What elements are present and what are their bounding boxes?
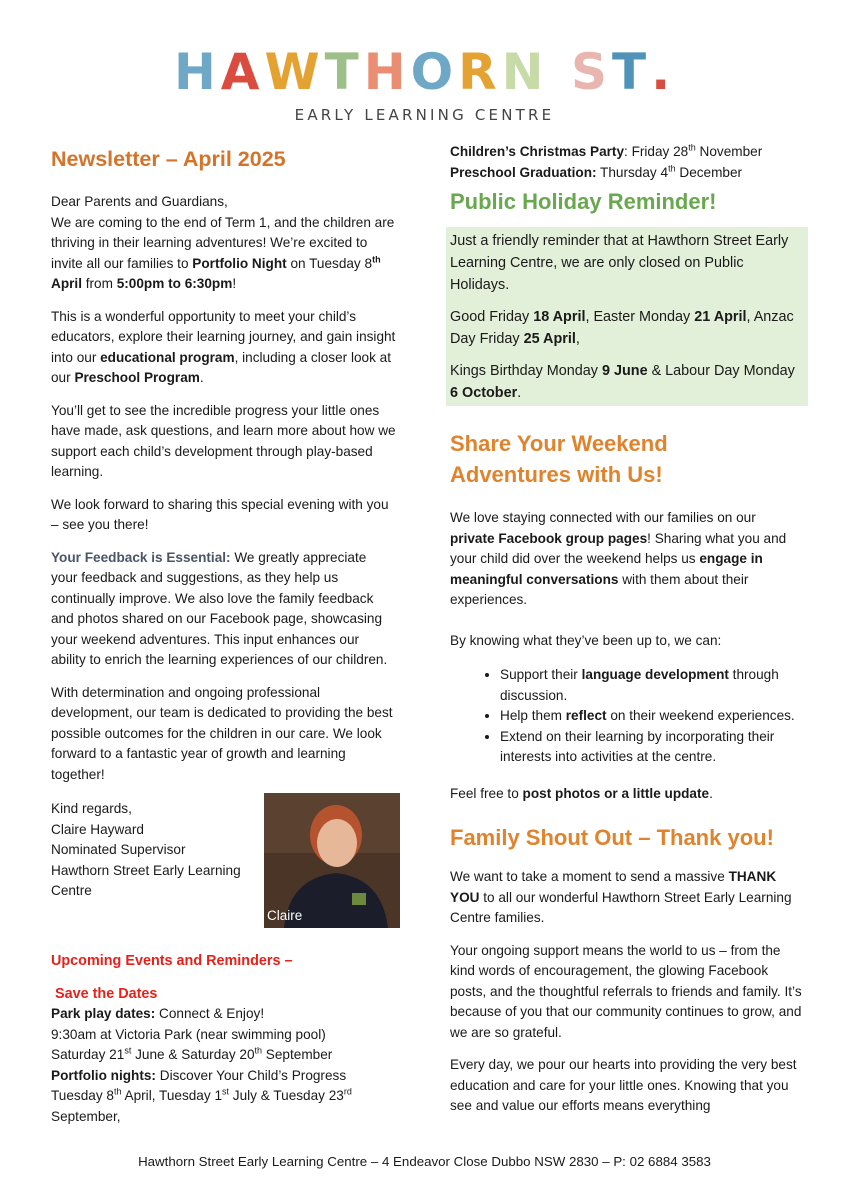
- thank-you-paragraph: [450, 867, 802, 929]
- easter-monday: , Easter Monday: [585, 309, 695, 325]
- pf-sup-st: st: [222, 1086, 230, 1097]
- park-play-text: Connect & Enjoy!: [155, 1006, 265, 1021]
- intro-date-text: on Tuesday 8: [286, 255, 373, 271]
- logo-letter: S: [570, 43, 612, 101]
- park-date-a: Saturday 21: [51, 1047, 125, 1062]
- portfolio-nights-text: Discover Your Child’s Progress: [155, 1067, 347, 1083]
- program-period: .: [199, 370, 204, 385]
- photo-caption: Claire: [267, 907, 303, 923]
- intro-text: We are coming to the end of Term 1, and the children are thriving in their learning adventures! We’re excited to invite all our families to: [51, 214, 395, 271]
- park-play-time: 9:30am at Victoria Park (near swimming pool): [51, 1026, 326, 1042]
- park-date-b: June & Saturday 20: [131, 1047, 255, 1062]
- holiday-period: .: [517, 385, 522, 401]
- post-text-a: Feel free to: [450, 785, 523, 801]
- thank-text-a: We want to take a moment to send a massive: [450, 869, 729, 884]
- pf-date-c: July & Tuesday 23: [229, 1088, 344, 1103]
- christmas-sup: th: [688, 142, 696, 153]
- holiday-intro: Just a friendly reminder that at Hawthorn Street Early Learning Centre, we are only closed on Public Holidays.: [450, 233, 789, 293]
- anzac-day: , Anzac Day Friday: [450, 309, 794, 347]
- intro-april: April: [51, 276, 82, 291]
- program-paragraph: [51, 307, 396, 389]
- facebook-group-pages: private Facebook group pages: [450, 530, 648, 546]
- signature-block: [51, 799, 396, 951]
- logo-letter: H: [173, 43, 221, 101]
- every-day-paragraph: Every day, we pour our hearts into providing the very best education and care for your little ones. Knowing that you see and value our efforts means everything: [450, 1057, 797, 1113]
- development-paragraph: With determination and ongoing professional development, our team is dedicated to providing the best possible outcomes for the children in our care. We look forward to a fantastic year of growth and learning together!: [51, 684, 393, 782]
- good-friday-date: 18 April: [533, 309, 586, 325]
- logo-letter: R: [458, 43, 502, 101]
- easter-monday-date: 21 April: [694, 309, 747, 325]
- upcoming-events-heading: Upcoming Events and Reminders –: [51, 953, 293, 969]
- logo-letter: A: [220, 43, 265, 101]
- logo-letter: O: [410, 43, 459, 101]
- thank-you-bold: THANK YOU: [450, 869, 777, 905]
- labour-day-date: 6 October: [450, 385, 518, 401]
- family-shout-out-heading: Family Shout Out – Thank you!: [450, 825, 774, 850]
- logo-letter: T: [324, 43, 364, 101]
- share-paragraph: [450, 508, 802, 611]
- benefit-1-a: Support their: [500, 667, 582, 682]
- language-development: language development: [581, 667, 729, 682]
- newsletter-heading: Newsletter – April 2025: [51, 147, 286, 171]
- greeting: Dear Parents and Guardians,: [51, 194, 228, 209]
- sig-regards: Kind regards,: [51, 801, 132, 816]
- benefit-1-c: through discussion.: [500, 667, 779, 703]
- portfolio-dates-end: September,: [51, 1108, 121, 1124]
- preschool-program: Preschool Program: [74, 370, 200, 385]
- logo-title: [0, 44, 849, 100]
- save-the-dates-heading: Save the Dates: [55, 985, 158, 1002]
- graduation-label: Preschool Graduation:: [450, 164, 597, 180]
- park-sup-th: th: [254, 1045, 263, 1056]
- post-photos: post photos or a little update: [522, 785, 710, 801]
- support-paragraph: Your ongoing support means the world to us – from the kind words of encouragement, the glowing Facebook posts, and the thoughtful referrals to friends and family. It’s because of you that our community continues to grow, and we are so grateful.: [450, 942, 802, 1040]
- holiday-list-2: [450, 360, 802, 406]
- benefit-2-c: on their weekend experiences.: [606, 708, 795, 723]
- pf-sup-rd: rd: [343, 1086, 352, 1097]
- kings-birthday-date: 9 June: [601, 363, 648, 379]
- pf-date-b: April, Tuesday 1: [121, 1088, 222, 1103]
- share-weekend-heading: Share Your Weekend Adventures with Us!: [450, 431, 668, 487]
- christmas-date-a: : Friday 28: [624, 144, 689, 159]
- graduation: [450, 163, 802, 184]
- benefit-item: [500, 706, 802, 727]
- christmas-date-b: November: [695, 144, 763, 159]
- intro-from: from: [81, 276, 117, 291]
- logo-letter: W: [264, 43, 325, 101]
- logo-letter: N: [501, 43, 549, 101]
- progress-paragraph: You’ll get to see the incredible progress your little ones have made, ask questions, and learn more about how we support each child’s development through play-based learning.: [51, 402, 396, 479]
- benefit-item: • Extend on their learning by incorporating their interests into activities at the centre.: [500, 727, 802, 768]
- share-text-c: ! Sharing what you and your child did over the weekend helps us: [450, 530, 787, 566]
- benefits-list: [450, 665, 802, 768]
- intro-time: 5:00pm to 6:30pm: [116, 276, 233, 291]
- logo-subtitle: EARLY LEARNING CENTRE: [294, 106, 555, 124]
- graduation-sup: th: [668, 162, 676, 173]
- graduation-date-b: December: [675, 164, 743, 180]
- meaningful-conversations: engage in meaningful conversations: [450, 551, 763, 587]
- intro-sup: th: [372, 253, 381, 264]
- right-column: [450, 142, 802, 1129]
- pf-sup-th: th: [113, 1086, 122, 1097]
- look-forward-paragraph: We look forward to sharing this special evening with you – see you there!: [51, 496, 389, 532]
- feedback-paragraph: [51, 548, 396, 671]
- portfolio-night-label: Portfolio Night: [192, 255, 287, 271]
- educational-program: educational program: [100, 349, 235, 365]
- left-column: [51, 144, 396, 1127]
- holiday-list-1: [450, 306, 802, 350]
- logo-letter: H: [363, 43, 411, 101]
- pf-date-a: Tuesday 8: [51, 1088, 114, 1103]
- holiday-comma: ,: [575, 331, 580, 347]
- post-text-c: .: [709, 785, 713, 801]
- portfolio-nights-label: Portfolio nights:: [51, 1067, 156, 1083]
- benefit-2-a: Help them: [500, 708, 566, 723]
- good-friday: Good Friday: [450, 309, 534, 325]
- public-holiday-heading: Public Holiday Reminder!: [450, 189, 717, 214]
- christmas-label: Children’s Christmas Party: [450, 144, 625, 159]
- labour-day: & Labour Day Monday: [647, 363, 795, 379]
- sig-centre: Hawthorn Street Early Learning Centre: [51, 862, 241, 898]
- intro-paragraph: [51, 192, 396, 295]
- program-text-2: , including a closer look at our: [51, 349, 391, 385]
- intro-end: !: [232, 276, 237, 291]
- portfolio-dates: [51, 1086, 396, 1107]
- park-play-label: Park play dates:: [51, 1006, 156, 1021]
- benefit-item: [500, 665, 802, 706]
- christmas-party: [450, 142, 802, 163]
- kings-birthday: Kings Birthday Monday: [450, 363, 602, 379]
- thank-text-c: to all our wonderful Hawthorn Street Early Learning Centre families.: [450, 889, 792, 925]
- share-text-a: We love staying connected with our families on our: [450, 510, 756, 525]
- sig-name: Claire Hayward: [51, 821, 144, 837]
- reflect: reflect: [565, 708, 607, 723]
- anzac-day-date: 25 April: [523, 331, 576, 347]
- park-play-dates: [51, 1045, 396, 1066]
- public-holiday-box: [446, 227, 808, 406]
- share-text-e: with them about their experiences.: [450, 571, 749, 607]
- graduation-date-a: Thursday 4: [596, 164, 669, 180]
- events-list: [51, 1004, 396, 1127]
- logo-letter: .: [651, 43, 676, 101]
- knowing-paragraph: By knowing what they’ve been up to, we can:: [450, 632, 722, 648]
- logo-letter: [549, 44, 571, 100]
- program-text: This is a wonderful opportunity to meet your child’s educators, explore their learning journey, and gain insight into our: [51, 308, 396, 365]
- park-sup-st: st: [124, 1045, 132, 1056]
- logo-letter: T: [611, 43, 652, 101]
- logo: [0, 44, 849, 124]
- footer-contact: Hawthorn Street Early Learning Centre – 4 Endeavor Close Dubbo NSW 2830 – P: 02 6884 3583: [138, 1154, 711, 1169]
- park-date-c: September: [262, 1047, 333, 1062]
- staff-photo: [264, 793, 400, 928]
- feedback-text: We greatly appreciate your feedback and suggestions, as they help us continually improve. We also love the family feedback and photos shared on our Facebook page, showcasing your weekend adventures. This input enhances our ability to enrich the learning experiences of our children.: [51, 549, 388, 667]
- sig-role: Nominated Supervisor: [51, 842, 186, 857]
- post-photos-paragraph: [450, 784, 802, 805]
- feedback-title: Your Feedback is Essential:: [51, 549, 231, 565]
